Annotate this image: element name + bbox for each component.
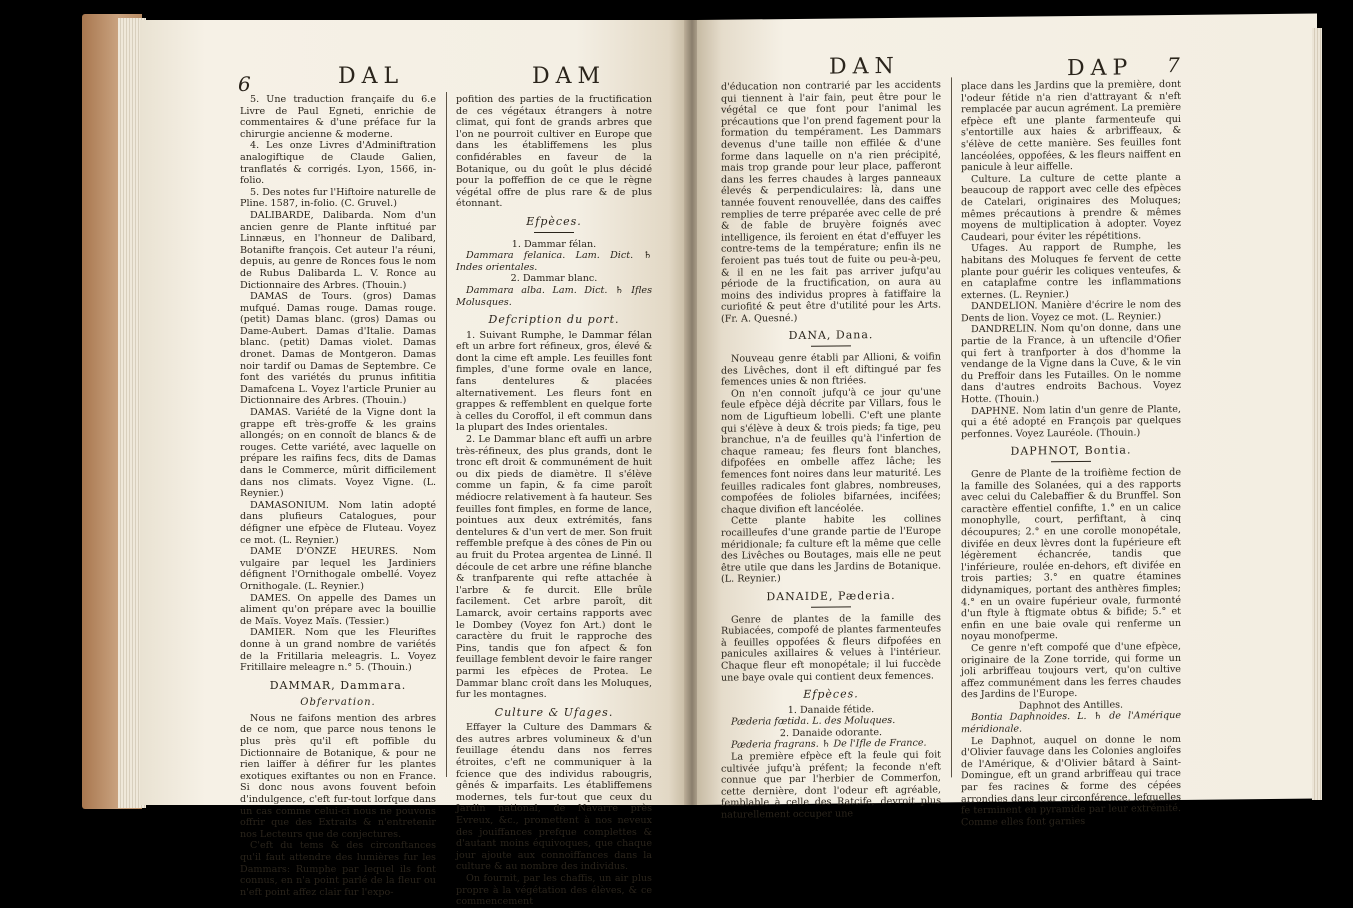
section-heading: DANAIDE, Pæderia. [766, 588, 896, 604]
entry: DAMIER. Nom que les Fleuriftes donne à un grand nombre de variétés de la Fritillaria meleagris. L. Voyez Fritillaire meleagre n.° 5. (Thouin.) [240, 627, 436, 674]
heading-rule [811, 345, 851, 346]
heading-rule [811, 606, 851, 607]
entry: DAME D'ONZE HEURES. Nom vulgaire par lequel les Jardiniers défignent l'Ornithogale ombellé. Voyez Ornithogale. (L. Reynier.) [240, 546, 436, 592]
paragraph: La première efpèce eft la feule qui foit cultivée jufqu'à préfent; la feconde n'eft connue que par l'herbier de Commerfon, cette dernière, dont l'odeur eft agréable, femblable à celle des Ratcife, devroit plus naturellement occuper une [721, 749, 941, 821]
entry: DANDRELIN. Nom qu'on donne, dans une partie de la France, à un uftencile d'Ofier qui fert à tranfporter à dos d'homme la vendange de la Vigne dans la Cuve, & le vin du Preffoir dans les Futailles. On le nomme dans d'autres endroits Bachous. Voyez Hotte. (Thouin.) [961, 322, 1181, 406]
right-column-2 [961, 79, 1181, 829]
entry: 5. Une traduction françaife du 6.e Livre de Paul Egneti, enrichie de commentaires & d'une préface fur la chirurgie ancienne & moderne. [240, 94, 436, 140]
paragraph-culture: Culture. La culture de cette plante a beaucoup de rapport avec celle des efpèces de Catelari, originaires des Moluques; mêmes précautions à prendre & mêmes moyens de multiplication à adopter. Voyez Caudeari, pour éviter les répétitions. [961, 171, 1181, 243]
left-column-1 [240, 94, 436, 898]
paragraph: Ce genre n'eft compofé que d'une efpèce, originaire de la Zone torride, qui forme un joli arbriffeau toujours vert, qu'on cultive affez communément dans les ferres chaudes des Jardins de l'Europe. [961, 640, 1181, 701]
entry: DAMAS. Variété de la Vigne dont la grappe eft très-groffe & les grains allongés; on en connoît de blancs & de rouges. Cette variété, avec laquelle on prépare les raifins fecs, dits de Damas dans le Commerce, mûrit difficilement dans nos climats. Voyez Vigne. (L. Reynier.) [240, 407, 436, 500]
paragraph: On n'en connoît jufqu'à ce jour qu'une feule efpèce déjà décrite par Villars, fous le nom de Liguftieum lobelli. C'eft une plante qui s'élève à deux & trois pieds; fa tige, peu branchue, n'a de feuilles qu'à l'infertion de chaque rameau; fes fleurs font blanches, difpofées en ombelle affez lâche; les femences font noires dans leur maturité. Les feuilles radicales font glabres, nombreuses, compofées de folioles bifarnées, incifées; chaque divifion eft lancéolée. [721, 386, 941, 516]
page-edges-right [1312, 28, 1322, 800]
paragraph: 2. Le Dammar blanc eft auffi un arbre très-réfineux, des plus grands, dont le tronc eft droit & communément de huit ou dix pieds de diamètre. Il s'élève comme un fapin, & fa cime paroît médiocre relativement à fa hauteur. Ses feuilles font fimples, en forme de lance, pointues aux deux extrémités, fans dentelures & d'un vert de mer. Son fruit reffemble prefque à des cônes de Pin ou au fruit du Protea argentea de Linné. Il découle de cet arbre une réfine blanche & tranfparente qui refte attachée à l'arbre & fe durcit. Elle brûle facilement. Cet arbre paroît, dit Lamarck, avoir certains rapports avec le Dombey (Voyez fon Art.) dont le caractère du fruit le rapproche des Pins, tandis que fon afpect & fon feuillage femblent devoir le faire ranger parmi les efpèces de Protea. Le Dammar blanc croît dans les Moluques, fur les montagnes. [456, 434, 652, 701]
running-head-right: DAM [532, 64, 607, 89]
running-head-left: DAL [338, 64, 405, 89]
entry: DAMES. On appelle des Dames un aliment qu'on prépare avec la bouillie de Maïs. Voyez Maïs. (Tessier.) [240, 592, 436, 627]
species-name: 1. Dammar félan. [511, 238, 597, 250]
left-column-2 [456, 94, 652, 908]
paragraph: C'eft du tems & des circonftances qu'il faut attendre des lumières fur les Dammars: Rumphe par lequel ils font connus, en n'a point parlé de la fleur ou n'eft point affez clair fur l'expo- [240, 840, 436, 898]
column-divider [951, 77, 952, 777]
paragraph: Effayer la Culture des Dammars & des autres arbres volumineux & d'un feuillage étendu dans nos ferres étroites, c'eft ne communiquer à la fcience que des individus rabougris, gênés & imparfaits. Les établiffemens modernes, tels fur-tout que ceux du Jardin national, de Navarre près Evreux, &c., promettent à nos neveux des jouiffances prefque complettes & d'autant moins équivoques, que chaque jour ajoute aux connoiffances dans la culture & au nombre des individus. [456, 722, 652, 873]
species-latin: Dammara felanica. Lam. Dict. ♄ Indes orientales. [456, 250, 652, 273]
section-heading: Culture & Ufages. [494, 705, 614, 719]
heading-rule [534, 232, 574, 233]
paragraph: Cette plante habite les collines rocailleufes d'une grande partie de l'Europe méridionale; fa culture eft la même que celle des Livêches ou Boutages, mais elle ne peut être utile que dans les Jardins de Botanique. (L. Reynier.) [721, 513, 941, 586]
species-latin: Bontia Daphnoides. L. ♄ de l'Amérique méridionale. [961, 710, 1181, 736]
section-heading: Efpèces. [803, 687, 859, 701]
entry: DALIBARDE, Dalibarda. Nom d'un ancien genre de Plante inftitué par Linnæus, en l'honneur de Dalibard, Botanifte françois. Cet auteur l'a réuni, depuis, au genre de Ronces fous le nom de Rubus Dalibarda L. V. Ronce au Dictionnaire des Arbres. (Thouin.) [240, 209, 436, 291]
page-number: 7 [1167, 52, 1180, 78]
right-column-1 [721, 79, 941, 821]
right-page [697, 14, 1317, 829]
species-name: 1. Danaide fétide. [787, 703, 875, 716]
entry: DAMAS de Tours. (gros) Damas mufqué. Damas rouge. Damas rouge. (petit) Damas blanc. (gros) Damas ou Dame-Aubert. Damas d'Italie. Damas blanc. (petit) Damas violet. Damas dronet. Damas de Montgeron. Damas noir tardif ou Damas de Septembre. Ce font des variétés du prunus infititia Damafcena L. Voyez l'article Prunier au Dictionnaire des Arbres. (Thouin.) [240, 291, 436, 407]
section-subheading: Obfervation. [300, 697, 376, 709]
entry: DAMASONIUM. Nom latin adopté dans plufieurs Catalogues, pour défigner une efpèce de Fluteau. Voyez ce mot. (L. Reynier.) [240, 499, 436, 546]
page-number: 6 [238, 72, 251, 96]
column-divider [446, 92, 447, 777]
paragraph: Nouveau genre établi par Allioni, & voifin des Livêches, dont il eft diftingué par fes femences unies & non ftriées. [721, 351, 941, 388]
section-heading: DANA, Dana. [788, 328, 874, 343]
section-heading: Efpèces. [526, 214, 582, 228]
running-head-left: DAN [829, 53, 900, 80]
section-heading: DAMMAR, Dammara. [269, 678, 407, 692]
left-page [140, 20, 685, 908]
paragraph: On fournit, par les chaffis, un air plus propre à la végétation des élèves, & ce commencement [456, 873, 652, 908]
entry: DANDELION. Manière d'écrire le nom des Dents de lion. Voyez ce mot. (L. Reynier.) [961, 299, 1181, 325]
paragraph: 1. Suivant Rumphe, le Dammar félan eft un arbre fort réfineux, gros, élevé & dont la cime eft ample. Les feuilles font fimples, d'une forme ovale en lance, fans dentelures & placées alternativement. Les fleurs font en grappes & reffemblent en quelque forte à celles du Coroffol, il eft commun dans la plupart des Indes orientales. [456, 329, 652, 434]
species-name: Daphnot des Antilles. [1018, 699, 1124, 712]
paragraph-usages: Ufages. Au rapport de Rumphe, les habitans des Moluques fe fervent de cette plante pour guérir les coliques venteufes, & en cataplafme contre les inflammations externes. (L. Reynier.) [961, 241, 1181, 301]
heading-rule [1051, 461, 1091, 462]
entry: 4. Les onze Livres d'Adminiftration analogiftique de Claude Galien, tranflatés & corrigés. Lyon, 1566, in-folio. [240, 140, 436, 187]
entry: DAPHNE. Nom latin d'un genre de Plante, qui a été adopté en François par quelques perfonnes. Voyez Lauréole. (Thouin.) [961, 403, 1181, 441]
species-name: 2. Dammar blanc. [510, 273, 598, 285]
species-latin: Pæderia fragrans. ♄ De l'Ifle de France. [731, 738, 927, 752]
paragraph: d'éducation non contrarié par les accidents qui tiennent à l'air fain, peut être pour le végétal ce que font pour l'animal les précautions que l'on prend fagement pour la formation du tempérament. Les Dammars devenus d'une taille non effilée & d'une forme dans laquelle on n'a rien précipité, mais trop grande pour leur place, pafferont dans les ferres chaudes à larges panneaux élevés & perpendiculaires: là, dans une tannée fouvent renouvellée, dans des caiffes remplies de terre préparée avec celle de pré & de fable de bruyère foignés avec intelligence, ils feroient en état d'effuyer les contre-tems de la température; enfin ils ne feroient pas tués tout de fuite ou peu-à-peu, & il en ne les fait pas arriver jufqu'au période de la fructification, on aura au moins des individus propres à fatiffaire la curiofité & peut être d'utilité pour les Arts. (Fr. A. Quesné.) [721, 79, 941, 325]
paragraph: place dans les Jardins que la première, dont l'odeur fétide n'a rien d'attrayant & n'eft remplacée par aucun agrément. La première efpèce eft une plante farmenteufe qui s'entortille aux haies & arbriffeaux, & s'élève de cette manière. Ses feuilles font lancéolées, oppofées, & les fleurs naiffent en panicule à leur aiffelle. [961, 78, 1181, 174]
paragraph: Genre de Plante de la troifième fection de la famille des Solanées, qui a des rapports avec celui du Calebaffier & du Brunffel. Son caractère effentiel confifte, 1.° en un calice monophylle, court, perfiftant, à cinq découpures; 2.° en une corolle monopétale, divifée en deux lèvres dont la fupérieure eft légèrement échancrée, tandis que l'inférieure, roulée en-dehors, eft divifée en trois parties; 3.° en quatre étamines didynamiques, portant des anthères fimples; 4.° en un ovaire fupérieur ovale, furmonté d'un ftyle à ftigmate obtus & bifide; 5.° et enfin en une baie ovale qui renferme un noyau monofperme. [961, 466, 1181, 643]
species-latin: Pæderia fœtida. L. des Moluques. [731, 715, 896, 728]
species-name: 2. Danaide odorante. [779, 726, 883, 740]
species-latin: Dammara alba. Lam. Dict. ♄ Ifles Molusques. [456, 284, 652, 308]
paragraph: pofition des parties de la fructification de ces végétaux étrangers à notre climat, qui font de grands arbres que l'on ne pourroit cultiver en Europe que dans les établiffemens les plus confidérables en faveur de la Botanique, ou du goût le plus décidé pour la poffeffion de ce que le règne végétal offre de plus rare & de plus étonnant. [456, 94, 652, 210]
running-head-right: DAP [1067, 55, 1134, 82]
paragraph: Le Daphnot, auquel on donne le nom d'Olivier fauvage dans les Colonies angloifes de l'Amérique, & d'Olivier bâtard à Saint-Domingue, eft un grand arbriffeau qui trace par fes racines & forme des cépées arrondies dans leur circonférence, lefquelles fe terminent en pyramide par leur extrémité. Comme elles font garnies [961, 733, 1181, 829]
entry: 5. Des notes fur l'Hiftoire naturelle de Pline. 1587, in-folio. (C. Gruvel.) [240, 186, 436, 210]
section-heading: Defcription du port. [488, 313, 620, 327]
paragraph: Genre de plantes de la famille des Rubiacées, compofé de plantes farmenteufes à feuilles oppofées & fleurs difpofées en panicules axillaires & velues à l'intérieur. Chaque fleur eft monopétale; il lui fuccède une baye ovale qui contient deux femences. [721, 611, 941, 684]
paragraph: Nous ne faifons mention des arbres de ce nom, que parce nous tenons le plus près qu'il eft poffible du Dictionnaire de Botanique, & pour ne rien laiffer à défirer fur les plantes exotiques exiftantes ou non en France. Si donc nous avons fouvent befoin d'indulgence, c'eft fur-tout lorfque dans un cas comme celui-ci nous ne pouvons offrir que des Extraits & n'entretenir nos Lecteurs que de conjectures. [240, 712, 436, 840]
section-heading: DAPHNOT, Bontia. [1010, 443, 1132, 459]
